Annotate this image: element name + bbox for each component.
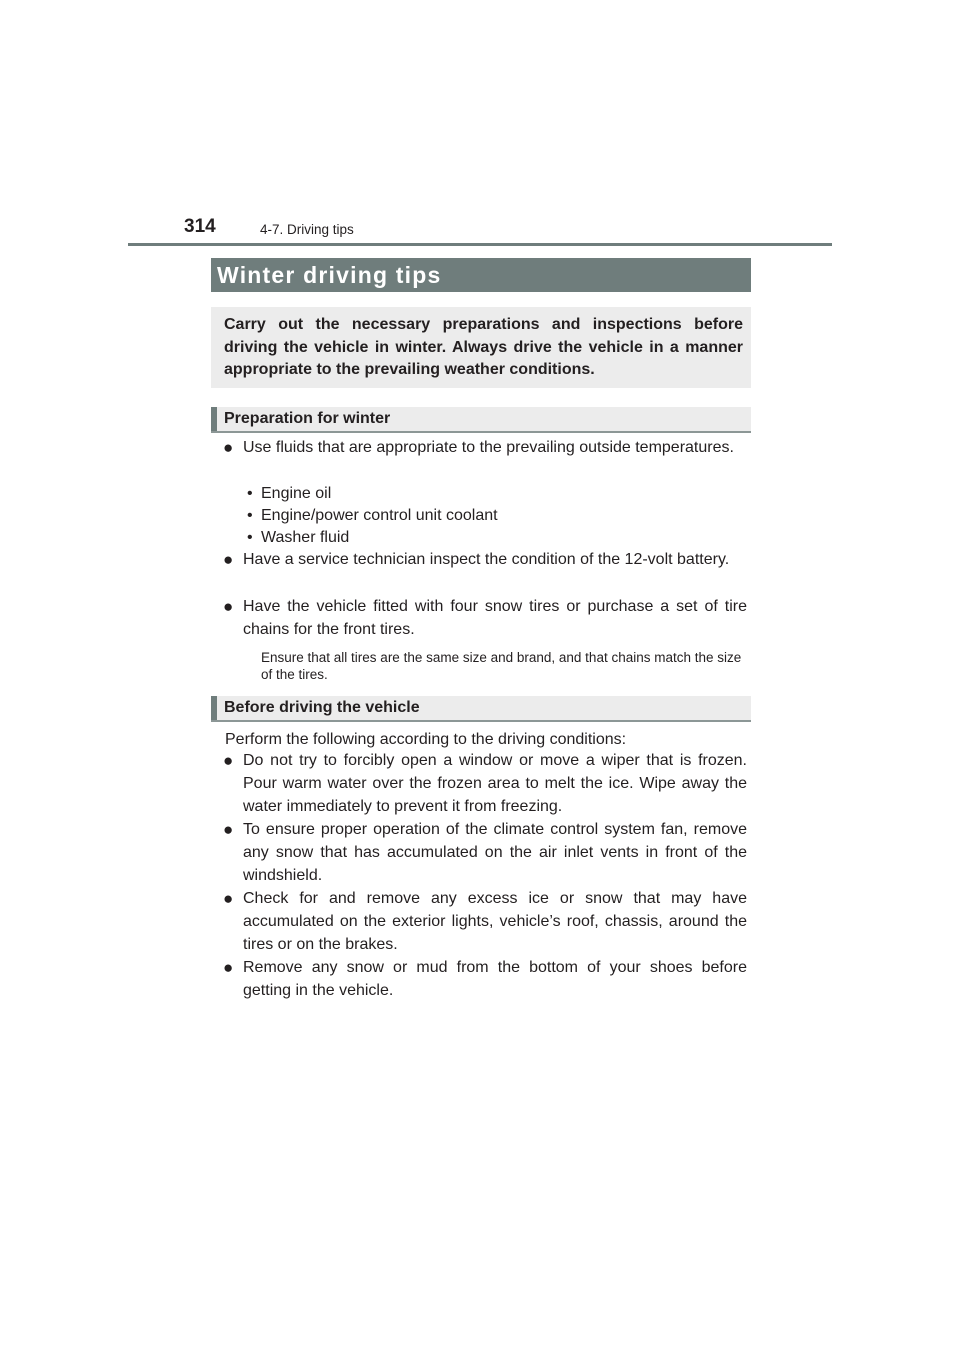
subheading-accent-bar bbox=[211, 696, 217, 720]
list-item bbox=[223, 596, 747, 642]
bullet-icon: ● bbox=[223, 820, 234, 839]
list-item bbox=[223, 437, 747, 460]
list-item bbox=[223, 819, 747, 887]
lead-paragraph: Perform the following according to the driving conditions: bbox=[225, 731, 627, 748]
list-item-text: Do not try to forcibly open a window or move a wiper that is frozen. Pour warm water over the frozen area to melt the ice. Wipe away the water immediately to prevent it from freezing. bbox=[243, 752, 747, 815]
sub-list-item-text: Washer fluid bbox=[261, 529, 350, 546]
list-item-text: Have the vehicle fitted with four snow tires or purchase a set of tire chains for the front tires. bbox=[243, 598, 747, 638]
bullet-icon: ● bbox=[223, 550, 234, 569]
subheading-before-driving bbox=[211, 696, 751, 722]
list-item-text: To ensure proper operation of the climate control system fan, remove any snow that has accumulated on the air inlet vents in front of the windshield. bbox=[243, 821, 747, 884]
sub-list-item bbox=[247, 483, 331, 505]
bullet-icon: ● bbox=[223, 889, 234, 908]
subheading-preparation bbox=[211, 407, 751, 433]
bullet-icon: ● bbox=[223, 438, 234, 457]
sub-bullet-icon: • bbox=[247, 529, 253, 546]
sub-list-item-text: Engine/power control unit coolant bbox=[261, 507, 498, 524]
list-item-text: Remove any snow or mud from the bottom of your shoes before getting in the vehicle. bbox=[243, 959, 747, 999]
page-number: 314 bbox=[184, 216, 216, 237]
page-title: Winter driving tips bbox=[211, 258, 751, 292]
sub-list-item bbox=[247, 527, 349, 549]
list-item-text: Have a service technician inspect the condition of the 12-volt battery. bbox=[243, 551, 730, 568]
sub-bullet-icon: • bbox=[247, 485, 253, 502]
list-item bbox=[223, 957, 747, 1003]
sub-list-item bbox=[247, 505, 498, 527]
sub-bullet-icon: • bbox=[247, 507, 253, 524]
bullet-icon: ● bbox=[223, 958, 234, 977]
intro-text: Carry out the necessary preparations and inspections before driving the vehicle in winter. Always drive the vehicle in a manner appropriate to the prevailing weather conditions. bbox=[224, 316, 743, 378]
list-item bbox=[223, 549, 747, 572]
sub-list-item-text: Engine oil bbox=[261, 485, 332, 502]
subheading-label: Before driving the vehicle bbox=[224, 699, 420, 716]
subheading-accent-bar bbox=[211, 407, 217, 431]
list-item-text: Check for and remove any excess ice or snow that may have accumulated on the exterior lights, vehicle’s roof, chassis, around the tires or on the brakes. bbox=[243, 890, 747, 953]
intro-box bbox=[211, 307, 751, 388]
tire-note: Ensure that all tires are the same size and brand, and that chains match the size of the tires. bbox=[261, 650, 742, 682]
list-item bbox=[223, 750, 747, 818]
list-item bbox=[223, 888, 747, 956]
section-label: 4-7. Driving tips bbox=[260, 222, 354, 237]
header-rule bbox=[128, 243, 832, 246]
list-item-text: Use fluids that are appropriate to the prevailing outside temperatures. bbox=[243, 439, 734, 456]
bullet-icon: ● bbox=[223, 597, 234, 616]
bullet-icon: ● bbox=[223, 751, 234, 770]
subheading-label: Preparation for winter bbox=[224, 410, 391, 427]
